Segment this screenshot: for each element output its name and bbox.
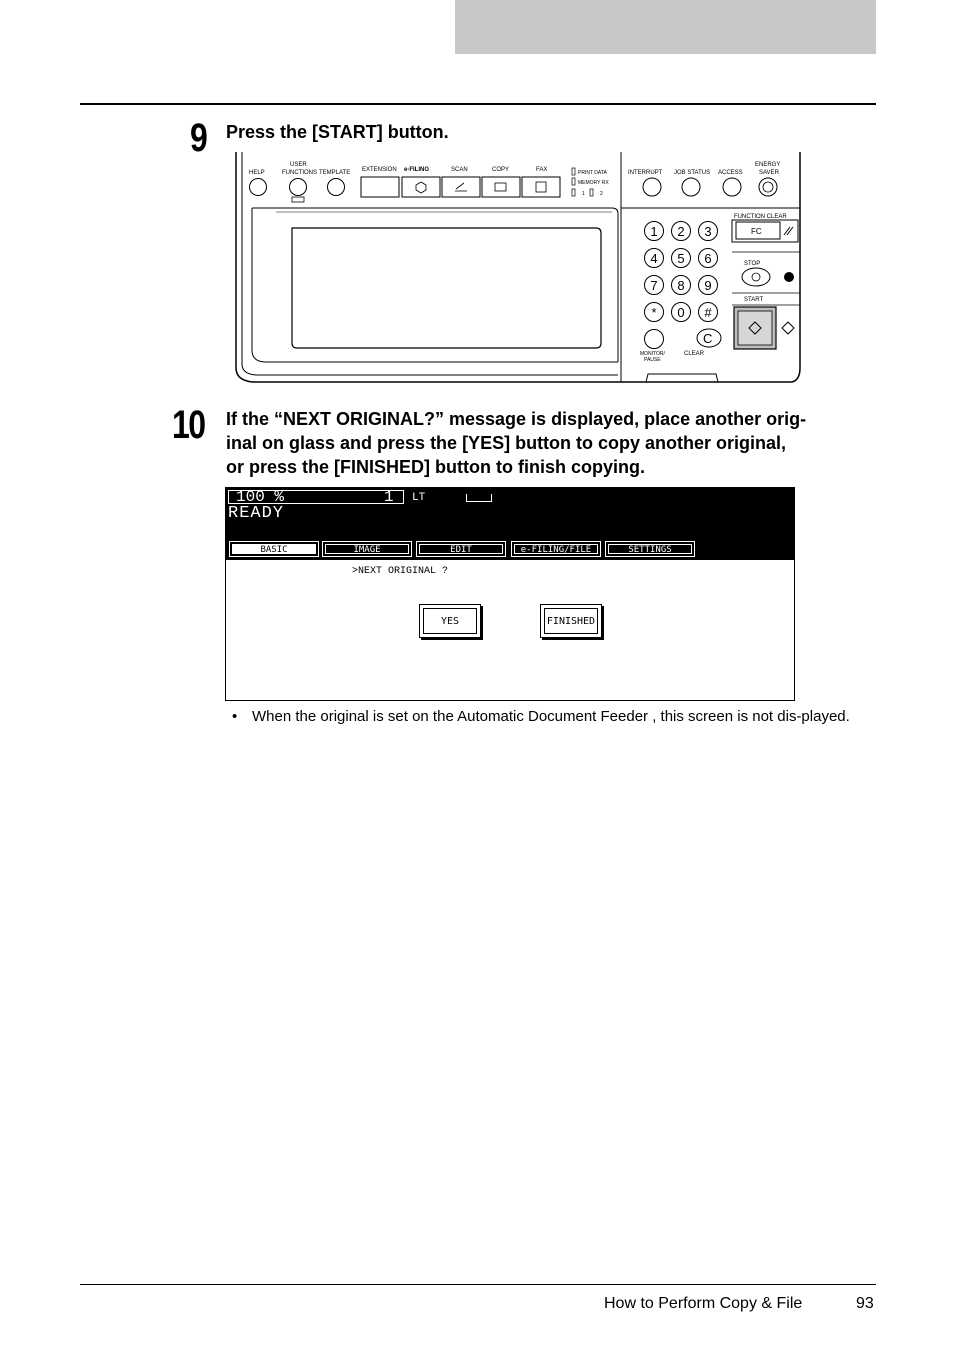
tab-settings[interactable] — [605, 541, 695, 557]
finished-button-label: FINISHED — [544, 608, 598, 634]
scan-label: SCAN — [451, 167, 468, 173]
extension-label: EXTENSION — [362, 167, 397, 173]
footer-rule — [80, 1284, 876, 1285]
tab-label: BASIC — [232, 544, 316, 554]
interrupt-label: INTERRUPT — [628, 170, 663, 176]
next-original-message: >NEXT ORIGINAL ? — [352, 566, 449, 577]
help-label: HELP — [249, 170, 265, 176]
step-10-line-2: inal on glass and press the [YES] button to copy another original, — [226, 433, 787, 453]
job-status-label: JOB STATUS — [674, 170, 711, 176]
keypad-key-label-two: 2 — [677, 224, 685, 239]
step-9-text: Press the [START] button. — [226, 122, 449, 142]
keypad-key-label-four: 4 — [650, 251, 658, 266]
tab-label: e-FILING/FILE — [514, 544, 598, 554]
keypad-key-label-hash: # — [704, 305, 712, 320]
efiling-label: e-FILING — [404, 167, 429, 173]
tab-label: SETTINGS — [608, 544, 692, 554]
keypad-key-label-zero: 0 — [677, 305, 685, 320]
header-band — [455, 0, 876, 54]
ratio-value: 100 % — [236, 488, 285, 506]
copy-count: 1 — [384, 488, 394, 506]
keypad-key-label-star: * — [651, 305, 657, 320]
note-bullet: • — [232, 708, 238, 725]
finished-button[interactable] — [540, 604, 602, 638]
energy-saver-label-2: SAVER — [759, 170, 779, 176]
keypad-key-label-six: 6 — [704, 251, 712, 266]
control-panel-illustration — [232, 150, 802, 386]
clear-label: CLEAR — [684, 351, 705, 357]
footer-section: How to Perform Copy & File — [604, 1295, 803, 1312]
energy-saver-label-1: ENERGY — [755, 162, 781, 168]
template-label: TEMPLATE — [319, 170, 351, 176]
keypad-key-label-eight: 8 — [677, 278, 685, 293]
screen-status-area — [226, 488, 794, 560]
tab-image[interactable] — [322, 541, 412, 557]
fc-key-label: FC — [751, 227, 762, 236]
monitor-pause-label-2: PAUSE — [644, 357, 661, 363]
top-rule — [80, 103, 876, 105]
keypad-key-label-one: 1 — [650, 224, 658, 239]
user-label-2: FUNCTIONS — [282, 170, 317, 176]
note-text: When the original is set on the Automatic Document Feeder , this screen is not dis-played. — [252, 708, 850, 725]
yes-button-label: YES — [423, 608, 477, 634]
print-data-label: PRINT DATA — [578, 170, 607, 176]
tab-e-filing-file[interactable] — [511, 541, 601, 557]
tab-edit[interactable] — [416, 541, 506, 557]
tab-label: IMAGE — [325, 544, 409, 554]
step-number-9: 9 — [190, 116, 207, 160]
line-1-label: 1 — [582, 191, 585, 197]
step-10-line-1: If the “NEXT ORIGINAL?” message is displayed, place another orig- — [226, 409, 807, 429]
tab-label: EDIT — [419, 544, 503, 554]
step-number-10: 10 — [172, 403, 205, 447]
tab-basic[interactable] — [229, 541, 319, 557]
yes-button[interactable] — [419, 604, 481, 638]
touch-screen — [225, 487, 795, 701]
line-2-label: 2 — [600, 191, 603, 197]
keypad-key-label-seven: 7 — [650, 278, 658, 293]
fax-label: FAX — [536, 167, 548, 173]
access-label: ACCESS — [718, 170, 743, 176]
stop-label: STOP — [744, 261, 761, 267]
monitor-pause-label-1: MONITOR/ — [640, 351, 665, 357]
clear-key-label: C — [703, 331, 713, 346]
page-number: 93 — [856, 1295, 874, 1312]
keypad-key-label-nine: 9 — [704, 278, 712, 293]
user-label-1: USER — [290, 162, 307, 168]
keypad-key-label-five: 5 — [677, 251, 685, 266]
paper-size: LT — [412, 492, 426, 504]
tray-icon — [466, 494, 492, 502]
memory-rx-label: MEMORY RX — [578, 180, 609, 186]
function-clear-label: FUNCTION CLEAR — [734, 214, 787, 220]
status-text: READY — [228, 504, 285, 523]
copy-label: COPY — [492, 167, 510, 173]
keypad-key-label-three: 3 — [704, 224, 712, 239]
start-label: START — [744, 297, 764, 303]
monitor-pause-key — [645, 330, 664, 349]
step-10-text — [226, 407, 886, 479]
step-10-line-3: or press the [FINISHED] button to finish copying. — [226, 457, 645, 477]
